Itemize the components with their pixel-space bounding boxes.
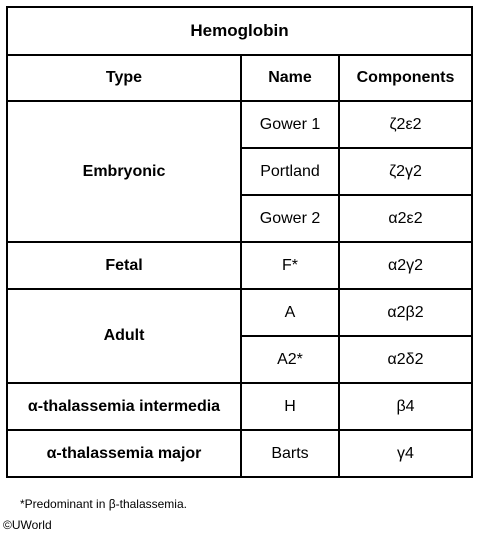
type-alpha-thal-major: α-thalassemia major (7, 430, 241, 477)
table-row (7, 101, 472, 148)
type-alpha-thal-intermedia: α-thalassemia intermedia (7, 383, 241, 430)
header-type: Type (7, 55, 241, 101)
name-gower-2: Gower 2 (241, 195, 339, 242)
name-barts: Barts (241, 430, 339, 477)
name-h: H (241, 383, 339, 430)
table-row (7, 383, 472, 430)
hemoglobin-table (6, 6, 473, 478)
components-portland: ζ2γ2 (339, 148, 472, 195)
name-portland: Portland (241, 148, 339, 195)
name-a2: A2* (241, 336, 339, 383)
copyright: ©UWorld (3, 518, 52, 532)
header-components: Components (339, 55, 472, 101)
components-f: α2γ2 (339, 242, 472, 289)
components-gower-1: ζ2ε2 (339, 101, 472, 148)
table-row (7, 430, 472, 477)
components-barts: γ4 (339, 430, 472, 477)
header-name: Name (241, 55, 339, 101)
name-gower-1: Gower 1 (241, 101, 339, 148)
components-a2: α2δ2 (339, 336, 472, 383)
type-adult: Adult (7, 289, 241, 383)
table-row (7, 242, 472, 289)
table-title: Hemoglobin (7, 7, 472, 55)
components-gower-2: α2ε2 (339, 195, 472, 242)
name-f: F* (241, 242, 339, 289)
table-row (7, 289, 472, 336)
type-embryonic: Embryonic (7, 101, 241, 242)
name-a: A (241, 289, 339, 336)
components-h: β4 (339, 383, 472, 430)
type-fetal: Fetal (7, 242, 241, 289)
components-a: α2β2 (339, 289, 472, 336)
footnote: *Predominant in β-thalassemia. (20, 497, 187, 511)
